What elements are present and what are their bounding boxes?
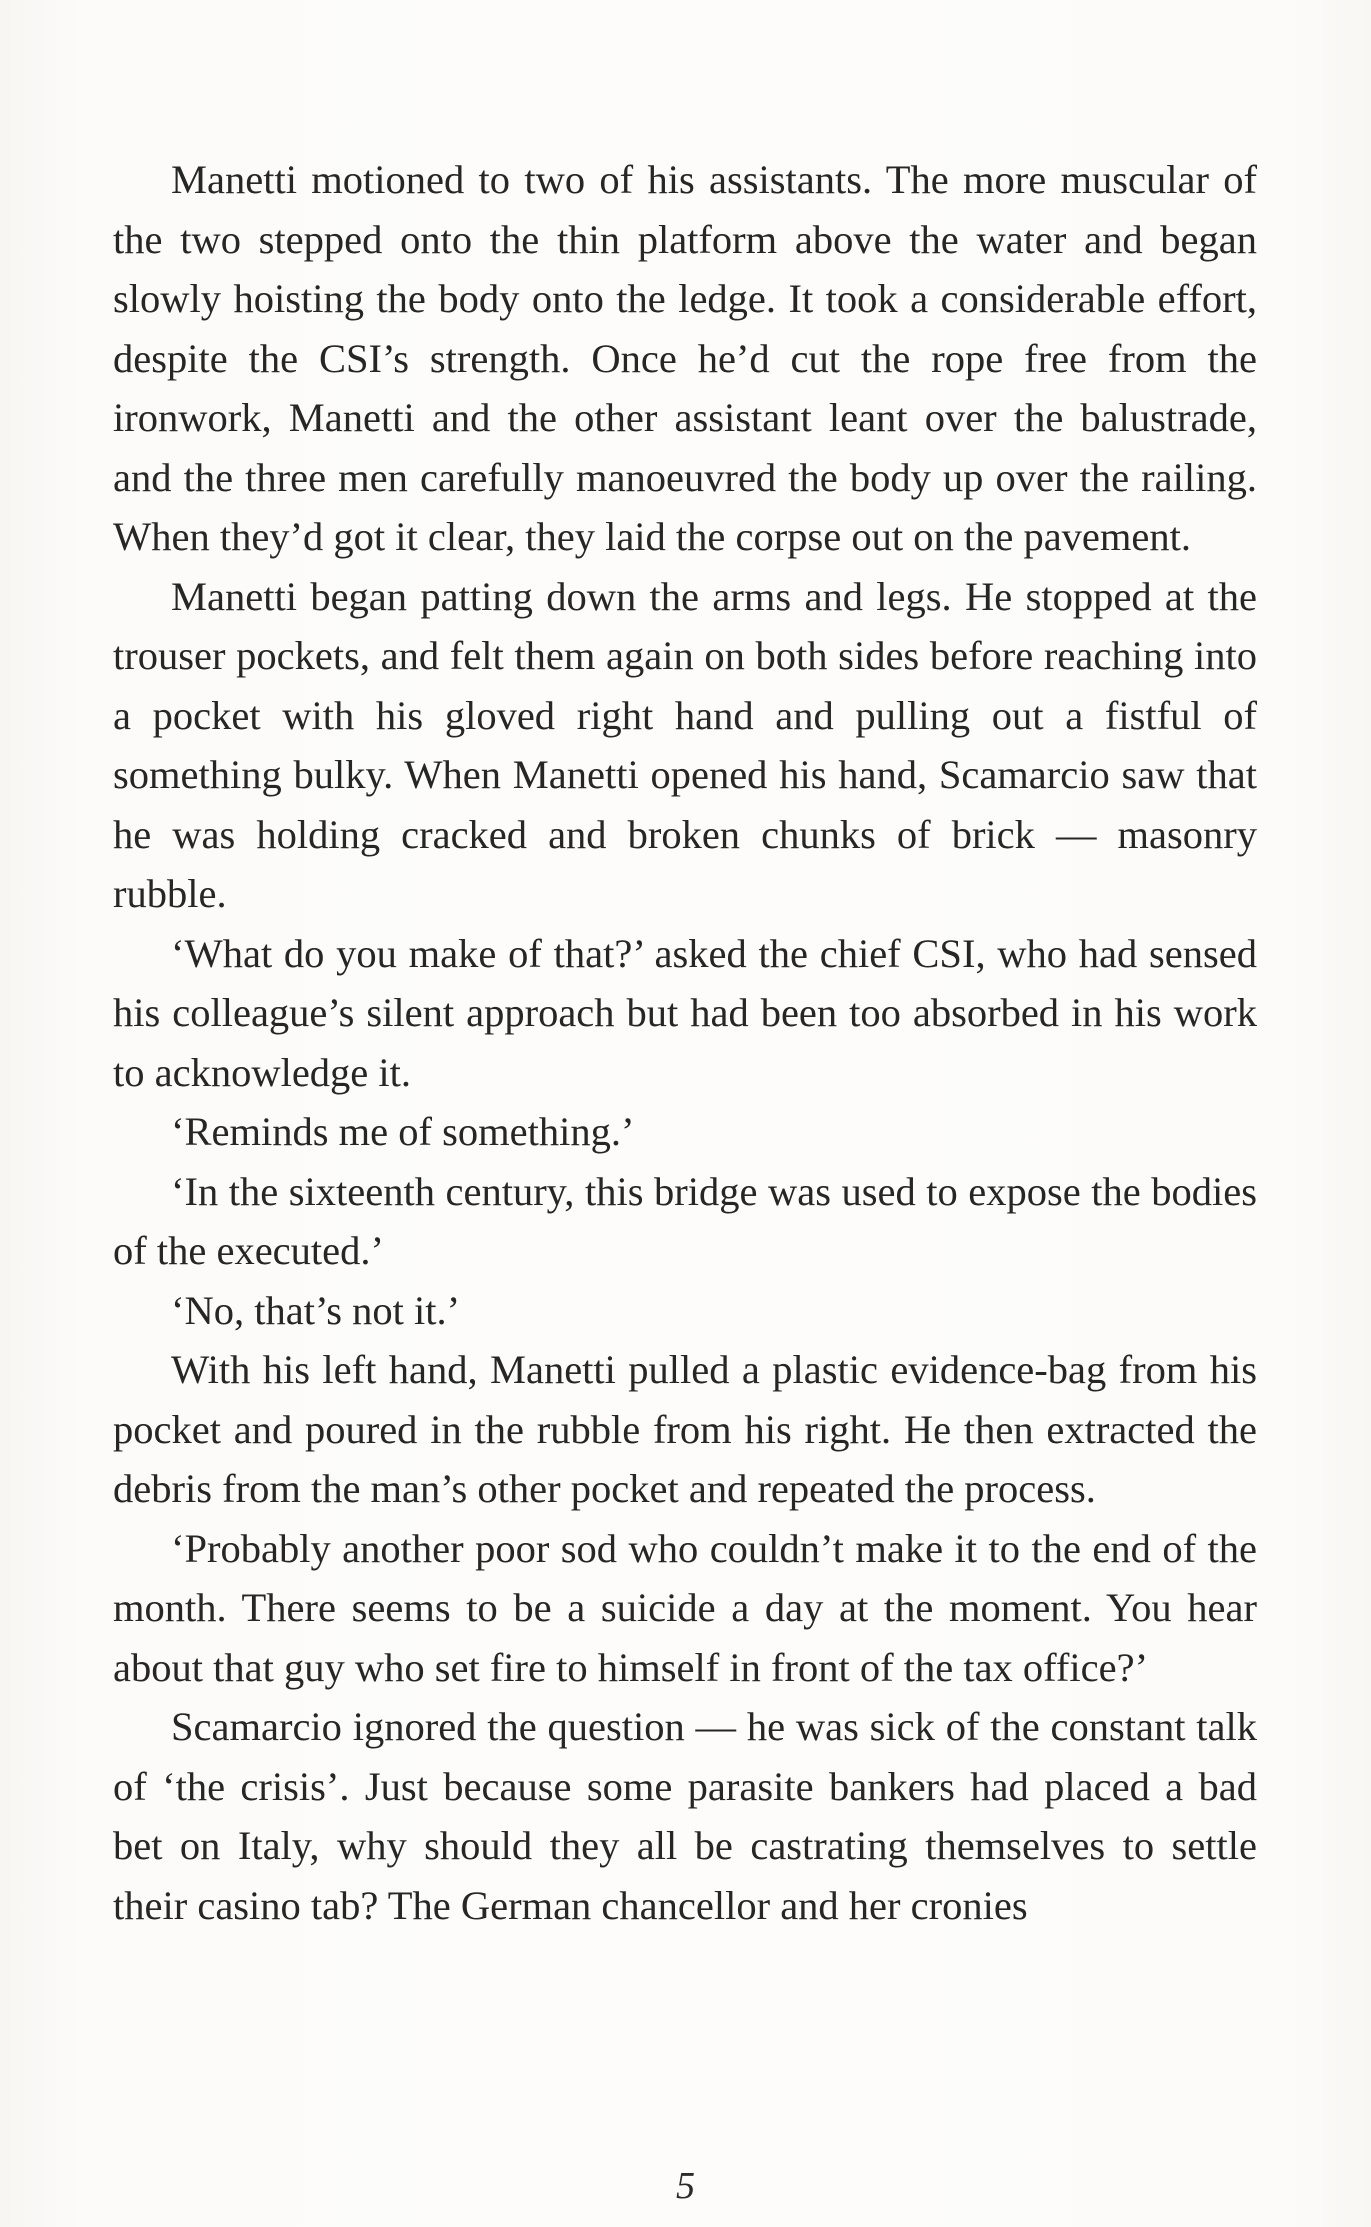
body-text (113, 150, 1257, 1935)
paragraph-6: ‘No, that’s not it.’ (171, 1287, 461, 1333)
paragraph-5: ‘In the sixteenth century, this bridge was used to expose the bodies of the executed.’ (113, 1168, 1257, 1273)
paragraph-7: With his left hand, Manetti pulled a plastic evidence-bag from his pocket and poured in the rubble from his right. He then extracted the debris from the man’s other pocket and repeated the process. (113, 1347, 1257, 1511)
paragraph-8: ‘Probably another poor sod who couldn’t make it to the end of the month. There seems to be a suicide a day at the moment. You hear about that guy who set fire to himself in front of the tax office?’ (113, 1525, 1257, 1690)
page-number: 5 (676, 2165, 695, 2207)
paragraph-4: ‘Reminds me of something.’ (171, 1109, 635, 1154)
paragraph-1: Manetti motioned to two of his assistants. The more muscular of the two stepped onto the thin platform above the water and began slowly hoisting the body onto the ledge. It took a considerable effort, despite the CSI’s strength. Once he’d cut the rope free from the ironwork, Manetti and the other assistant leant over the balustrade, and the three men carefully manoeuvred the body up over the railing. When they’d got it clear, they laid the corpse out on the pavement. (113, 157, 1257, 559)
paragraph-2: Manetti began patting down the arms and legs. He stopped at the trouser pockets, and felt them again on both sides before reaching into a pocket with his gloved right hand and pulling out a fistful of something bulky. When Manetti opened his hand, Scamarcio saw that he was holding cracked and broken chunks of brick — masonry rubble. (113, 573, 1257, 916)
paragraph-9: Scamarcio ignored the question — he was sick of the constant talk of ‘the crisis’. Just because some parasite bankers had placed a bad bet on Italy, why should they all be castrating themselves to settle their casino tab? The German chancellor and her cronies (113, 1704, 1257, 1928)
paragraph-3: ‘What do you make of that?’ asked the chief CSI, who had sensed his colleague’s silent approach but had been too absorbed in his work to acknowledge it. (113, 930, 1257, 1095)
